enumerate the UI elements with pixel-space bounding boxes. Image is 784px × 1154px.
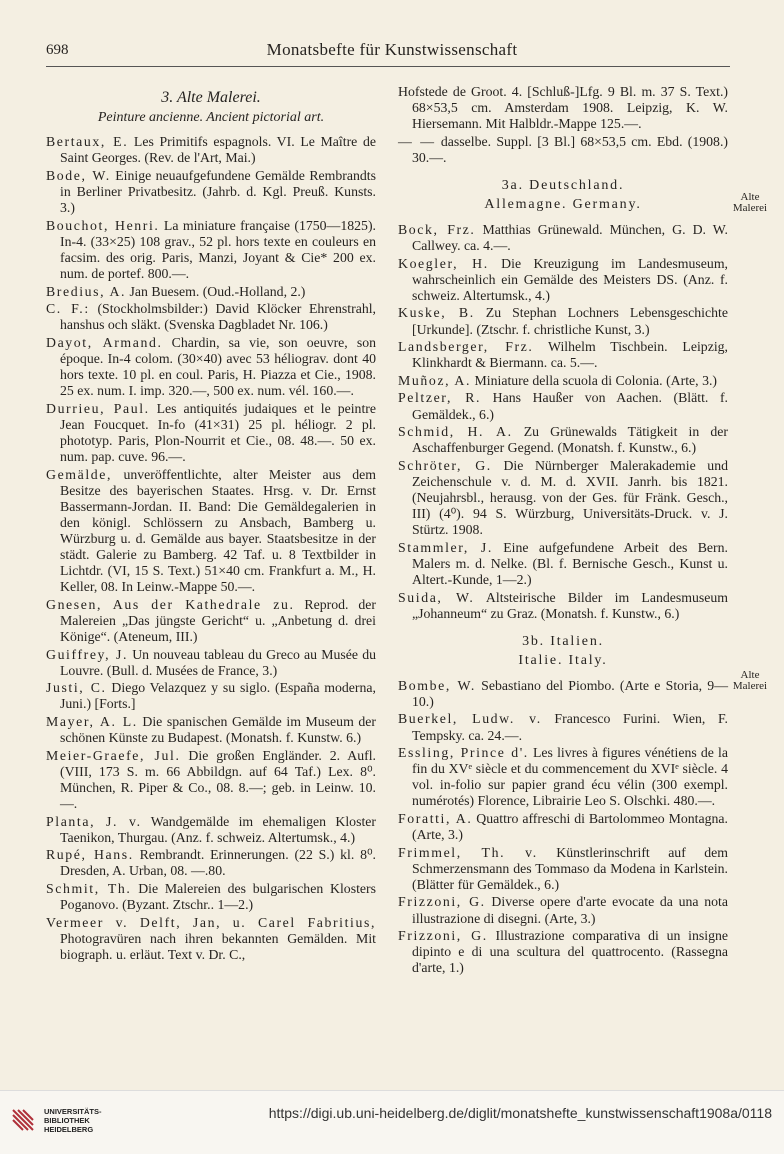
entry-text: Reprod. der Malereien „Das jüngste Gericht“ u. „Anbetung d. drei Könige“. (Ateneum, III.) bbox=[60, 596, 376, 644]
entry-text: (Stockholmsbilder:) David Klöcker Ehrenstrahl, hanshus och släkt. (Svenska Dagbladet Nr. 106.) bbox=[60, 301, 376, 333]
entry-author: Koegler, H. bbox=[398, 255, 489, 271]
entry-text: unveröffentlichte, alter Meister aus dem Besitze des bayerischen Staates. Hrsg. v. Dr. Ernst Bassermann-Jordan. II. Band: Die Gemäldegalerien in den königl. Schlössern zu Ansbach, Bamberg u. Würzburg u. d. Gemälde aus bayer. Staatsbesitze in der städt. Galerie zu Bamberg. 42 Taf. u. 8 Textbilder in Lichtdr. (VI, 15 S. Text.) 51×40 cm. Frankfurt a. M., H. Keller, 08. In Leinw.-Mappe 50.—. bbox=[60, 466, 376, 595]
entry-text: Quattro affreschi di Bartolommeo Montagna. (Arte, 3.) bbox=[412, 810, 728, 843]
entry-author: Essling, Prince d'. bbox=[398, 745, 529, 761]
entry-text: Zu Grünewalds Tätigkeit in der Aschaffenburger Gegend. (Monatsh. f. Kunstw., 6.) bbox=[412, 424, 728, 456]
entry-author: Frizzoni, G. bbox=[398, 894, 486, 910]
page-number: 698 bbox=[46, 42, 69, 58]
entry-text: Zu Stephan Lochners Lebensgeschichte [Urkunde]. (Ztschr. f. christliche Kunst, 3.) bbox=[412, 305, 728, 337]
bibliography-entry bbox=[46, 218, 376, 282]
entry-author: Frizzoni, G. bbox=[398, 928, 488, 944]
entry-text: Matthias Grünewald. München, G. D. W. Callwey. ca. 4.—. bbox=[412, 221, 728, 254]
entry-text: Die Malereien des bulgarischen Klosters Poganovo. (Byzant. Ztschr.. 1—2.) bbox=[60, 880, 376, 912]
entry-author: Rupé, Hans. bbox=[46, 847, 134, 863]
entry-author: Frimmel, Th. v. bbox=[398, 844, 538, 860]
university-logo-icon bbox=[10, 1107, 36, 1133]
bibliography-entry bbox=[46, 168, 376, 216]
entry-text: Die großen Engländer. 2. Aufl. (VIII, 173 S. m. 66 Abbildgn. auf 64 Taf.) Lex. 8⁰. München, R. Piper & Co., 08. 8.—; geb. in Leinw. 10.—. bbox=[60, 747, 376, 811]
bibliography-entry bbox=[398, 373, 728, 389]
bibliography-entry bbox=[46, 284, 376, 300]
entry-text: Rembrandt. Erinnerungen. (22 S.) kl. 8⁰. Dresden, A. Urban, 08. —.80. bbox=[60, 847, 376, 879]
entry-author: Planta, J. v. bbox=[46, 813, 142, 829]
entry-author: Durrieu, Paul. bbox=[46, 400, 150, 416]
bibliography-entry bbox=[398, 894, 728, 926]
bibliography-entry bbox=[398, 458, 728, 538]
margin-note-b-line2: Malerei bbox=[732, 680, 768, 692]
entry-text: Künstlerinschrift auf dem Schmerzensmann des Tommaso da Modena in Karlstein. (Blätter für Gemäldek., 6.) bbox=[412, 844, 728, 892]
entry-text: La miniature française (1750—1825). In-4. (33×25) 108 grav., 52 pl. hors texte en couleurs en facsim. des orig. Paris, Manzi, Joyant & Cie* 200 ex. num. de portef. 800.—. bbox=[60, 217, 376, 281]
left-entry-list bbox=[46, 134, 376, 963]
entry-author: Suida, W. bbox=[398, 589, 475, 605]
section-b-entry-list bbox=[398, 678, 728, 977]
entry-text: Eine aufgefundene Arbeit des Bern. Malers m. d. Nelke. (Bl. f. Bernische Gesch., Kunst u. Altert.-Kunde, 1—2.) bbox=[412, 539, 729, 587]
bibliography-entry bbox=[398, 256, 728, 304]
entry-author: Bode, W. bbox=[46, 167, 111, 183]
margin-note-a-line2: Malerei bbox=[732, 202, 768, 214]
bibliography-entry bbox=[46, 714, 376, 746]
bibliography-entry bbox=[398, 305, 728, 337]
bibliography-entry bbox=[398, 678, 728, 710]
entry-text: Wilhelm Tischbein. Leipzig, Klinkhardt & Biermann. ca. 5.—. bbox=[412, 339, 728, 371]
bibliography-entry bbox=[398, 424, 728, 456]
section-b-subheading: Italie. Italy. bbox=[518, 652, 608, 668]
entry-author: Bouchot, Henri. bbox=[46, 217, 160, 233]
entry-text: Hans Haußer von Aachen. (Blätt. f. Gemäldek., 6.) bbox=[412, 390, 728, 422]
bibliography-entry bbox=[398, 711, 728, 743]
bibliography-entry bbox=[398, 84, 728, 132]
entry-text: Diego Velazquez y su siglo. (España moderna, Juni.) [Forts.] bbox=[60, 680, 376, 712]
bibliography-entry bbox=[46, 915, 376, 963]
bibliography-entry bbox=[46, 748, 376, 812]
margin-note-a bbox=[720, 192, 780, 214]
entry-text: Francesco Furini. Wien, F. Tempsky. ca. 24.—. bbox=[412, 711, 728, 743]
section-a-subheading: Allemagne. Germany. bbox=[484, 196, 642, 212]
entry-text: Sebastiano del Piombo. (Arte e Storia, 9—10.) bbox=[412, 677, 729, 709]
bibliography-entry bbox=[46, 814, 376, 846]
entry-text: Einige neuaufgefundene Gemälde Rembrandts in Berliner Privatbesitz. (Jahrb. d. Kgl. Preuß. Kunsts. 3.) bbox=[60, 167, 376, 216]
entry-author: Bombe, W. bbox=[398, 677, 476, 693]
entry-author: — — bbox=[398, 133, 436, 149]
library-line-2: BIBLIOTHEK bbox=[44, 1116, 90, 1125]
bibliography-entry bbox=[46, 680, 376, 712]
right-top-entry-list bbox=[398, 84, 728, 166]
left-column bbox=[46, 84, 376, 964]
page-header bbox=[0, 34, 784, 66]
bibliography-entry bbox=[398, 745, 728, 809]
bibliography-entry bbox=[398, 540, 728, 588]
entry-text: Die Kreuzigung im Landesmuseum, wahrscheinlich ein Gemälde des Meisters DS. (Anz. f. schweiz. Altertumsk., 4.) bbox=[412, 255, 728, 303]
section-a-entry-list bbox=[398, 222, 728, 622]
bibliography-entry bbox=[46, 881, 376, 913]
entry-author: Schmid, H. A. bbox=[398, 424, 513, 440]
source-url-link[interactable]: https://digi.ub.uni-heidelberg.de/diglit/monatshefte_kunstwissenschaft1908a/0118 bbox=[268, 1105, 772, 1121]
header-rule bbox=[46, 66, 730, 67]
entry-author: Kuske, B. bbox=[398, 305, 475, 321]
margin-note-a-line1: Alte bbox=[740, 191, 760, 203]
entry-author: Landsberger, Frz. bbox=[398, 339, 534, 355]
bibliography-entry bbox=[46, 647, 376, 679]
margin-note-b bbox=[720, 670, 780, 692]
entry-text: Die spanischen Gemälde im Museum der schönen Künste zu Budapest. (Monatsh. f. Kunstw. 6.) bbox=[60, 713, 376, 746]
entry-author: Meier-Graefe, Jul. bbox=[46, 747, 181, 763]
bibliography-entry bbox=[398, 845, 728, 893]
entry-author: Gemälde, bbox=[46, 466, 113, 482]
section-title: 3. Alte Malerei. bbox=[161, 89, 261, 106]
entry-author: Bredius, A. bbox=[46, 283, 127, 299]
entry-text: Les livres à figures vénétiens de la fin du XVᵉ siècle et du commencement du XVIᵉ siècle. 4 vol. in-folio sur papier grand écu vélin (300 exempl. numérotés) Florence, Librairie Leo S. Olschki. 480.—. bbox=[412, 745, 728, 809]
entry-text: Diverse opere d'arte evocate da una nota illustrazione di disegni. (Arte, 3.) bbox=[412, 894, 728, 926]
entry-author: Guiffrey, J. bbox=[46, 646, 129, 662]
entry-text: Les antiquités judaiques et le peintre Jean Foucquet. In-fo (41×31) 25 pl. héliogr. 2 pl. phototyp. Paris, Plon-Nourrit et Cie., 08. 48.—. 50 ex. num. pap. cuve. 96.—. bbox=[60, 400, 377, 464]
bibliography-entry bbox=[46, 134, 376, 166]
library-line-3: HEIDELBERG bbox=[44, 1125, 94, 1134]
entry-author: Stammler, J. bbox=[398, 539, 493, 555]
bibliography-entry bbox=[398, 811, 728, 843]
viewer-footer bbox=[0, 1090, 784, 1154]
entry-text: Jan Buesem. (Oud.-Holland, 2.) bbox=[126, 283, 306, 299]
entry-text: Die Nürnberger Malerakademie und Zeichenschule v. d. M. d. XVII. Janrh. bis 1821. (Neujahrsbl., herausg. von der Ges. für Fränk. Gesch., III) (4⁰). 94 S. Würzburg, Universitäts-Druck. v. J. Stürtz. 1908. bbox=[412, 457, 728, 538]
bibliography-entry bbox=[46, 467, 376, 596]
running-title: Monatsbefte für Kunstwissenschaft bbox=[266, 40, 518, 59]
bibliography-entry bbox=[398, 134, 728, 166]
entry-text: Altsteirische Bilder im Landesmuseum „Johanneum“ zu Graz. (Monatsh. f. Kunstw., 6.) bbox=[412, 589, 728, 621]
entry-text: Chardin, sa vie, son oeuvre, son époque. In-4 colom. (30×40) avec 53 héliograv. dont 40 hors texte. 10 pl. en coul. Paris, H. Piazza et Cie., 1908. 25 ex. num. I. imp. 320.—, 500 ex. num. vél. 160.—. bbox=[60, 334, 376, 399]
entry-text: Miniature della scuola di Colonia. (Arte, 3.) bbox=[471, 372, 718, 388]
entry-author: Buerkel, Ludw. v. bbox=[398, 711, 542, 727]
bibliography-entry bbox=[46, 301, 376, 333]
entry-author: Muñoz, A. bbox=[398, 372, 472, 388]
entry-author: Justi, C. bbox=[46, 680, 107, 696]
bibliography-entry bbox=[398, 928, 728, 976]
entry-author: Schröter, G. bbox=[398, 457, 492, 473]
entry-author: C. F.: bbox=[46, 301, 90, 317]
entry-author: Mayer, A. L. bbox=[46, 713, 138, 729]
entry-text: Un nouveau tableau du Greco au Musée du Louvre. (Bull. d. Musées de France, 3.) bbox=[60, 646, 376, 678]
entry-text: Illustrazione comparativa di un insigne dipinto e di una scultura del quattrocento. (Rassegna d'arte, 1.) bbox=[412, 928, 728, 976]
entry-text: Les Primitifs espagnols. VI. Le Maître de Saint Georges. (Rev. de l'Art, Mai.) bbox=[60, 134, 376, 166]
entry-text: dasselbe. Suppl. [3 Bl.] 68×53,5 cm. Ebd. (1908.) 30.—. bbox=[412, 133, 728, 165]
bibliography-entry bbox=[398, 339, 728, 371]
bibliography-entry bbox=[46, 847, 376, 879]
section-b-heading: 3b. Italien. bbox=[522, 633, 604, 649]
bibliography-entry bbox=[398, 390, 728, 422]
entry-author: Bock, Frz. bbox=[398, 221, 476, 237]
bibliography-entry bbox=[46, 597, 376, 645]
margin-note-b-line1: Alte bbox=[740, 669, 760, 681]
library-name bbox=[44, 1107, 102, 1134]
entry-text: Photogravüren nach ihren bekannten Gemälden. Mit biograph. u. erläut. Text v. Dr. C., bbox=[60, 930, 376, 962]
entry-author: Peltzer, R. bbox=[398, 390, 482, 406]
section-subtitle: Peinture ancienne. Ancient pictorial art. bbox=[97, 110, 325, 126]
bibliography-entry bbox=[398, 222, 728, 254]
entry-text: Wandgemälde im ehemaligen Kloster Taenikon, Thurgau. (Anz. f. schweiz. Altertumsk., 4.) bbox=[60, 813, 376, 845]
entry-author: Schmit, Th. bbox=[46, 880, 132, 896]
entry-author: Gnesen, Aus der Kathedrale zu. bbox=[46, 596, 295, 612]
entry-author: Dayot, Armand. bbox=[46, 334, 163, 350]
bibliography-entry bbox=[46, 335, 376, 399]
library-line-1: UNIVERSITÄTS- bbox=[44, 1107, 102, 1116]
bibliography-entry bbox=[398, 590, 728, 622]
bibliography-entry bbox=[46, 401, 376, 465]
entry-author: Vermeer v. Delft, Jan, u. Carel Fabritius, bbox=[46, 914, 376, 930]
entry-author: Foratti, A. bbox=[398, 810, 473, 826]
entry-text: Hofstede de Groot. 4. [Schluß-]Lfg. 9 Bl. m. 37 S. Text.) 68×53,5 cm. Amsterdam 1908. Leipzig, K. W. Hiersemann. Mit Halbldr.-Mappe 125.—. bbox=[398, 84, 728, 132]
section-a-heading: 3a. Deutschland. bbox=[501, 177, 625, 193]
right-column bbox=[398, 84, 728, 978]
entry-author: Bertaux, E. bbox=[46, 134, 129, 150]
